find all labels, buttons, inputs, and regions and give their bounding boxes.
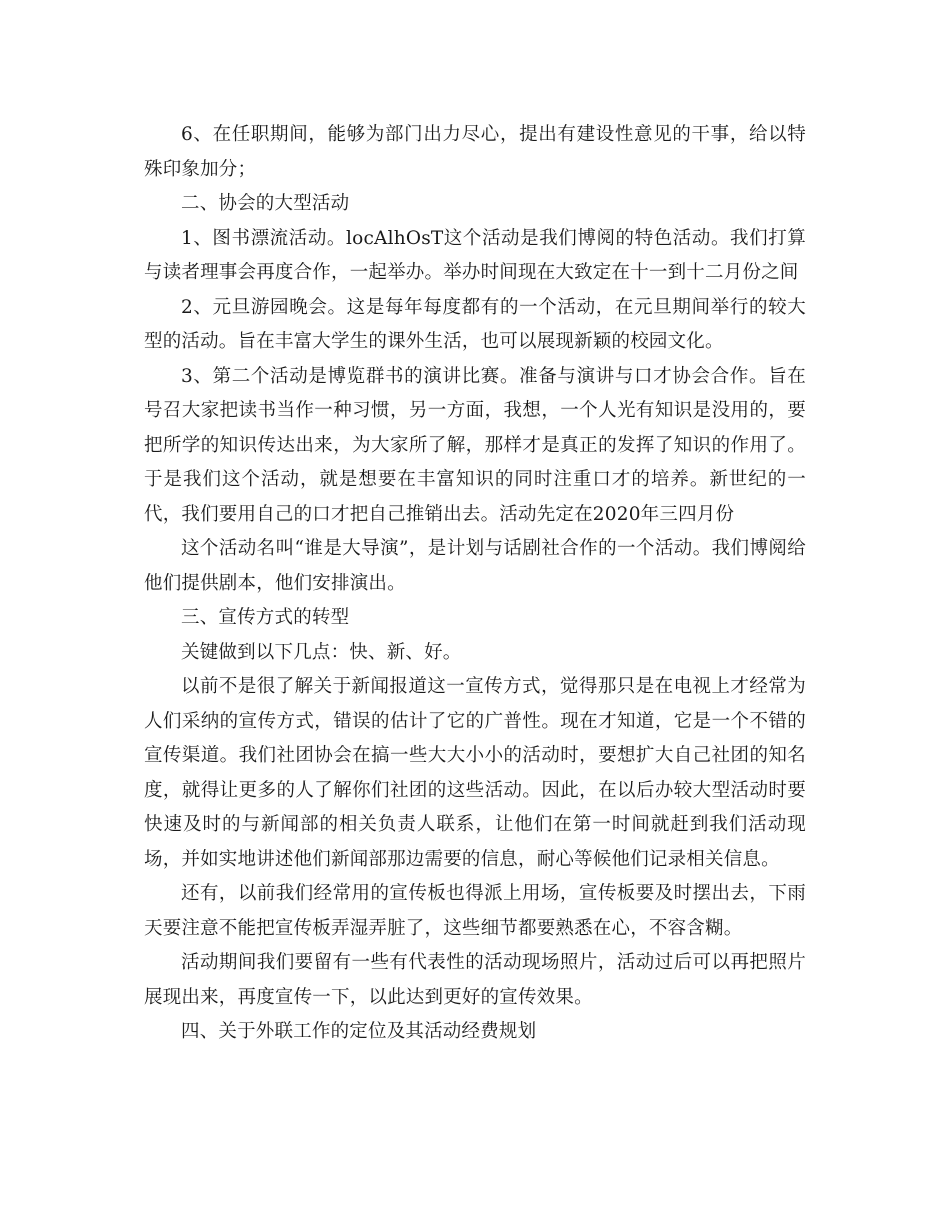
paragraph-key-points: 关键做到以下几点：快、新、好。 bbox=[181, 641, 462, 663]
paragraph-speech-contest: 3、第二个活动是博览群书的演讲比赛。准备与演讲与口才协会合作。旨在号召大家把读书当作一种习惯，另一方面，我想，一个人光有知识是没用的，要把所学的知识传达出来，为大家所了解，那样才是真正的发挥了知识的作用了。于是我们这个活动，就是想要在丰富知识的同时注重口才的培养。新世纪的一代，我们要用自己的口才把自己推销出去。活动先定在2020年三四月份 bbox=[144, 365, 806, 525]
section-heading-publicity: 三、宣传方式的转型 bbox=[181, 607, 350, 628]
paragraph-book-drift-activity: 1、图书漂流活动。locAlhOsT这个活动是我们博阅的特色活动。我们打算与读者理事会再度合作，一起举办。举办时间现在大致定在十一到十二月份之间 bbox=[144, 227, 806, 283]
paragraph-item-6-bonus: 6、在任职期间，能够为部门出力尽心，提出有建设性意见的干事，给以特殊印象加分； bbox=[144, 124, 806, 180]
paragraph-director-activity: 这个活动名叫“谁是大导演”，是计划与话剧社合作的一个活动。我们博阅给他们提供剧本，他们安排演出。 bbox=[144, 538, 806, 594]
section-heading-external-relations: 四、关于外联工作的定位及其活动经费规划 bbox=[181, 1021, 537, 1042]
paragraph-new-year-party: 2、元旦游园晚会。这是每年每度都有的一个活动，在元旦期间举行的较大型的活动。旨在丰富大学生的课外生活，也可以展现新颖的校园文化。 bbox=[144, 296, 806, 352]
paragraph-publicity-boards: 还有，以前我们经常用的宣传板也得派上用场，宣传板要及时摆出去，下雨天要注意不能把宣传板弄湿弄脏了，这些细节都要熟悉在心，不容含糊。 bbox=[144, 883, 806, 939]
section-heading-large-activities: 二、协会的大型活动 bbox=[181, 193, 350, 214]
document-body bbox=[144, 118, 806, 1050]
paragraph-activity-photos: 活动期间我们要留有一些有代表性的活动现场照片，活动过后可以再把照片展现出来，再度宣传一下，以此达到更好的宣传效果。 bbox=[144, 952, 806, 1008]
paragraph-news-publicity: 以前不是很了解关于新闻报道这一宣传方式，觉得那只是在电视上才经常为人们采纳的宣传方式，错误的估计了它的广普性。现在才知道，它是一个不错的宣传渠道。我们社团协会在搞一些大大小小的活动时，要想扩大自己社团的知名度，就得让更多的人了解你们社团的这些活动。因此，在以后办较大型活动时要快速及时的与新闻部的相关负责人联系，让他们在第一时间就赶到我们活动现场，并如实地讲述他们新闻部那边需要的信息，耐心等候他们记录相关信息。 bbox=[144, 676, 806, 870]
